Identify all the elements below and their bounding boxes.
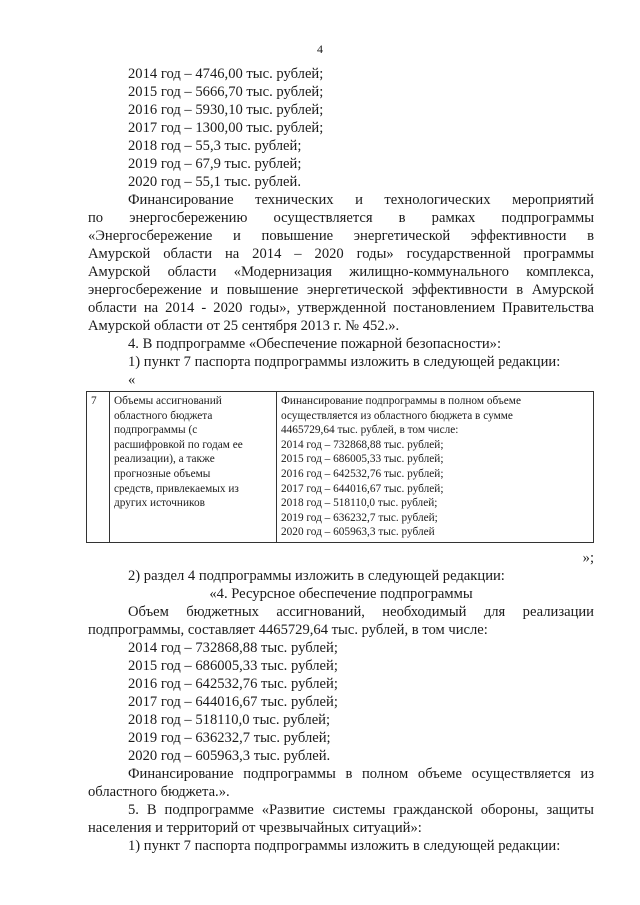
section-4-year-line: 2018 год – 518110,0 тыс. рублей;	[128, 711, 331, 728]
quote-open-mark: «	[128, 372, 136, 388]
intro-year-line: 2014 год – 4746,00 тыс. рублей;	[128, 66, 324, 82]
paragraph-line: подпрограммы, составляет 4465729,64 тыс. рублей, в том числе:	[88, 621, 488, 638]
paragraph-line: Финансирование подпрограммы в полном объеме осуществляется из	[128, 765, 594, 782]
financing-paragraph	[88, 191, 594, 335]
intro-year-line: 2015 год – 5666,70 тыс. рублей;	[128, 84, 324, 100]
value-line: 2018 год – 518110,0 тыс. рублей;	[281, 497, 438, 510]
intro-year-line: 2017 год – 1300,00 тыс. рублей;	[128, 120, 324, 136]
section-4-final-paragraph	[88, 765, 594, 801]
paragraph-line: Амурской области от 25 сентября 2013 г. № 452.».	[88, 318, 400, 334]
value-line: 4465729,64 тыс. рублей, в том числе:	[281, 424, 459, 437]
paragraph-line: населения и территорий от чрезвычайных ситуаций»:	[88, 819, 422, 836]
label-line: подпрограммы (с	[114, 424, 198, 437]
section-4-year-list	[88, 639, 594, 765]
label-line: областного бюджета	[114, 409, 213, 422]
value-line: 2014 год – 732868,88 тыс. рублей;	[281, 438, 444, 451]
document-body	[88, 65, 594, 855]
label-line: реализации), а также	[114, 453, 215, 466]
label-line: Объемы ассигнований	[114, 395, 222, 407]
section-4-year-line: 2015 год – 686005,33 тыс. рублей;	[128, 657, 338, 674]
section-4-paragraph	[88, 603, 594, 639]
intro-year-line: 2019 год – 67,9 тыс. рублей;	[128, 156, 302, 172]
paragraph-line: «Энергосбережение и повышение энергетической эффективности в	[88, 228, 594, 244]
section-4-year-line: 2014 год – 732868,88 тыс. рублей;	[128, 639, 338, 656]
paragraph-line: по энергосбережению осуществляется в рамках подпрограммы	[88, 210, 594, 226]
label-line: расшифровкой по годам ее	[114, 438, 243, 451]
intro-year-line: 2016 год – 5930,10 тыс. рублей;	[128, 102, 324, 118]
value-line: 2015 год – 686005,33 тыс. рублей;	[281, 453, 444, 466]
paragraph-line: областного бюджета.».	[88, 783, 230, 800]
section-4-title: «4. Ресурсное обеспечение подпрограммы	[209, 585, 473, 602]
passport-table	[86, 391, 594, 543]
item-5-heading	[88, 801, 594, 837]
table-row	[87, 392, 594, 543]
paragraph-line: энергосбережение и повышение энергетической эффективности в Амурской	[88, 282, 594, 298]
item-4-2-text: 2) раздел 4 подпрограммы изложить в следующей редакции:	[128, 567, 505, 584]
item-5-1-text: 1) пункт 7 паспорта подпрограммы изложить в следующей редакции:	[128, 837, 561, 854]
value-line: 2017 год – 644016,67 тыс. рублей;	[281, 482, 444, 495]
section-4-year-line: 2020 год – 605963,3 тыс. рублей.	[128, 747, 331, 764]
page-number: 4	[317, 42, 323, 56]
paragraph-line: 5. В подпрограмме «Развитие системы гражданской обороны, защиты	[128, 801, 594, 818]
label-line: других источников	[114, 497, 205, 510]
section-4-year-line: 2017 год – 644016,67 тыс. рублей;	[128, 693, 338, 710]
label-line: прогнозные объемы	[114, 467, 211, 480]
value-line: осуществляется из областного бюджета в сумме	[281, 409, 513, 422]
value-line: 2019 год – 636232,7 тыс. рублей;	[281, 511, 438, 524]
label-line: средств, привлекаемых из	[114, 482, 239, 495]
value-line: 2020 год – 605963,3 тыс. рублей	[281, 526, 435, 539]
value-line: 2016 год – 642532,76 тыс. рублей;	[281, 467, 444, 480]
item-4-1-text: 1) пункт 7 паспорта подпрограммы изложить в следующей редакции:	[128, 354, 561, 370]
paragraph-line: области на 2014 - 2020 годы», утвержденной постановлением Правительства	[88, 300, 594, 316]
paragraph-line: Амурской области «Модернизация жилищно-коммунального комплекса,	[88, 264, 594, 280]
intro-year-line: 2020 год – 55,1 тыс. рублей.	[128, 174, 301, 190]
value-line: Финансирование подпрограммы в полном объеме	[281, 395, 521, 407]
paragraph-line: Объем бюджетных ассигнований, необходимый для реализации	[128, 603, 594, 620]
intro-year-list	[88, 65, 594, 191]
row-number-cell: 7	[87, 392, 110, 543]
quote-close-mark: »;	[582, 549, 594, 566]
paragraph-line: Амурской области на 2014 – 2020 годы» государственной программы	[88, 246, 594, 262]
item-4-heading: 4. В подпрограмме «Обеспечение пожарной безопасности»:	[128, 336, 502, 352]
section-4-year-line: 2016 год – 642532,76 тыс. рублей;	[128, 675, 338, 692]
intro-year-line: 2018 год – 55,3 тыс. рублей;	[128, 138, 302, 154]
row-label-cell	[110, 392, 277, 543]
paragraph-line: Финансирование технических и технологических мероприятий	[128, 192, 594, 208]
row-value-cell	[277, 392, 594, 543]
section-4-year-line: 2019 год – 636232,7 тыс. рублей;	[128, 729, 331, 746]
